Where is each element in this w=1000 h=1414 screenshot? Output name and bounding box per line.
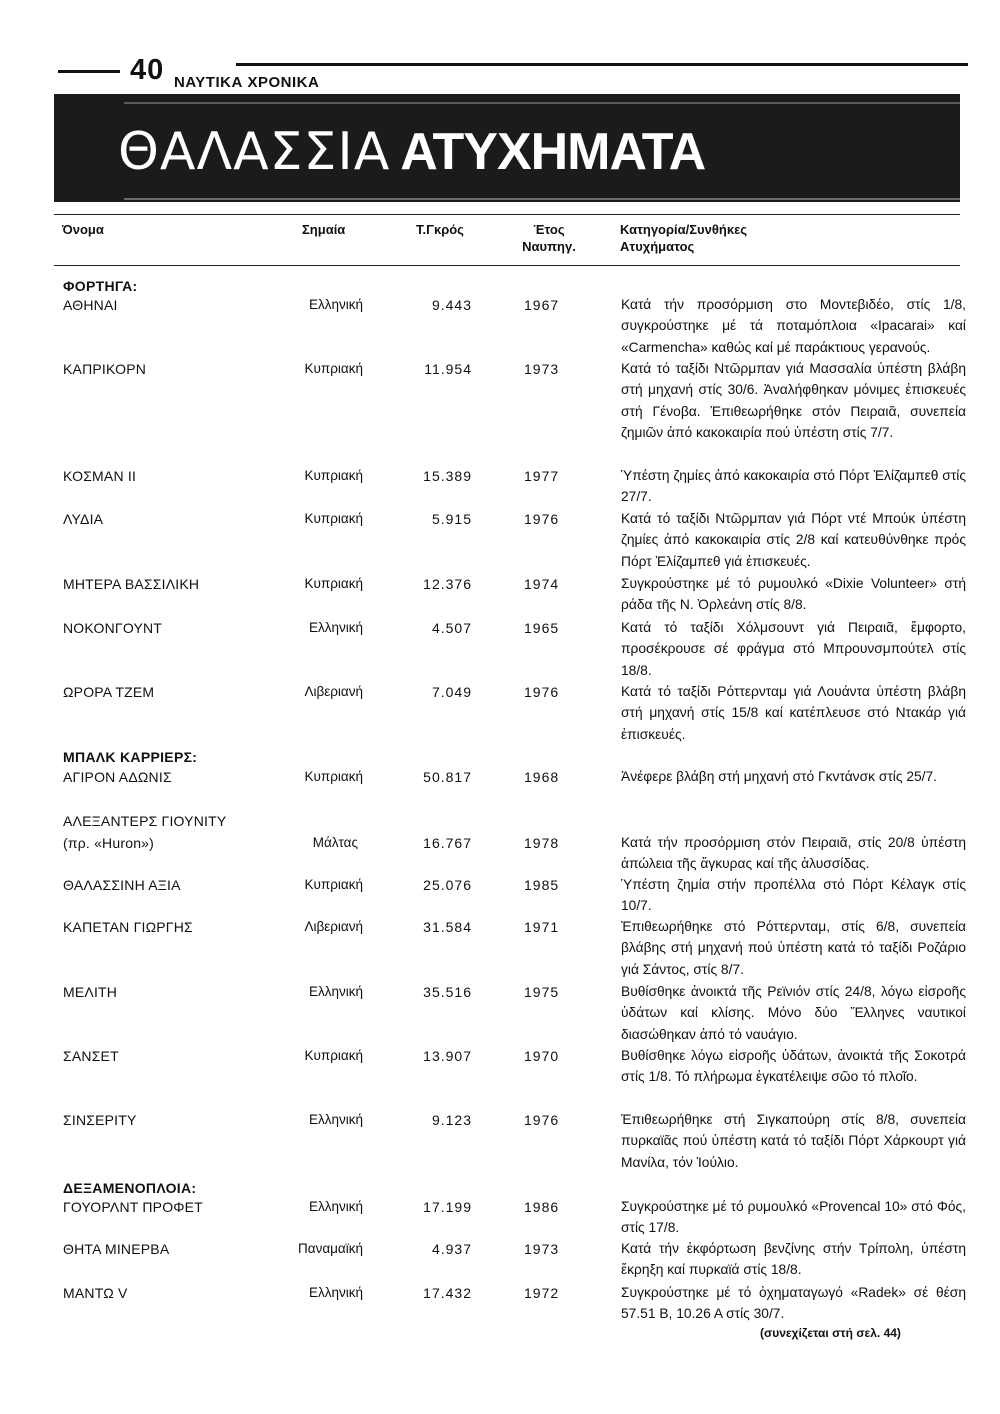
ship-year: 1967 xyxy=(524,297,560,313)
accident-description: Ὑπέστη ζημία στήν προπέλλα στό Πόρτ Κέλαγκ στίς 10/7. xyxy=(621,877,966,914)
ship-grt: 31.584 xyxy=(423,919,472,935)
ship-flag: Ελληνική xyxy=(308,1285,363,1300)
ship-name: ΚΑΠΡΙΚΟΡΝ xyxy=(63,361,147,377)
ship-flag: Παναμαϊκή xyxy=(298,1241,363,1256)
accident-description: Κατά τό ταξίδι Ρόττερνταμ γιά Λουάντα ὑπέστη βλάβη στή μηχανή στίς 15/8 καί κατέπλευσε στό Ντακάρ γιά ἐπισκευές. xyxy=(621,684,966,742)
ship-name: ΜΑΝΤΩ V xyxy=(63,1285,128,1301)
ship-name: ΛΥΔΙΑ xyxy=(63,511,104,527)
accident-description: Συγκρούστηκε μέ τό ὀχηματαγωγό «Radek» σέ θέση 57.51 Β, 10.26 Α στίς 30/7. xyxy=(621,1285,966,1322)
ship-flag: Ελληνική xyxy=(308,1112,363,1127)
ship-flag: Κυπριακή xyxy=(304,511,363,526)
ship-grt: 11.954 xyxy=(424,361,472,377)
ship-year: 1976 xyxy=(524,1112,560,1128)
section-title-bulk-carriers: ΜΠΑΛΚ ΚΑΡΡΙΕΡΣ: xyxy=(63,749,198,765)
ship-year: 1971 xyxy=(524,919,560,935)
ship-flag: Ελληνική xyxy=(308,984,363,999)
ship-flag: Κυπριακή xyxy=(304,877,363,892)
ship-flag: Λιβεριανή xyxy=(304,919,363,934)
ship-name-line2: (πρ. «Huron») xyxy=(63,835,155,851)
banner-title-light: ΘΑΛΑΣΣΙΑ xyxy=(118,122,391,182)
accident-description: Βυθίσθηκε ἀνοικτά τῆς Ρεϊνιόν στίς 24/8, λόγω εἰσροῆς ὑδάτων καί κλίσης. Μόνο δύο Ἕλληνες ναυτικοί διασώθηκαν ἀπό τό ναυάγιο. xyxy=(621,984,966,1042)
accident-description: Κατά τό ταξίδι Ντῶρμπαν γιά Μασσαλία ὑπέστη βλάβη στή μηχανή στίς 30/6. Ἀναλήφθηκαν μόνιμες ἐπισκευές στή Γένοβα. Ἐπιθεωρήθηκε στόν Πειραιᾶ, συνεπεία ζημιῶν ἀπό κακοκαιρία πού ὑπέστη στίς 7/7. xyxy=(621,361,966,440)
ship-grt: 16.767 xyxy=(423,835,472,851)
ship-year: 1972 xyxy=(524,1285,560,1301)
ship-grt: 25.076 xyxy=(423,877,472,893)
col-header-year-line2: Ναυπηγ. xyxy=(522,239,576,254)
ship-flag: Κυπριακή xyxy=(304,576,363,591)
ship-grt: 4.507 xyxy=(431,620,472,636)
ship-grt: 5.915 xyxy=(431,511,472,527)
ship-name: ΘΑΛΑΣΣΙΝΗ ΑΞΙΑ xyxy=(63,877,181,893)
ship-grt: 17.199 xyxy=(423,1199,472,1215)
ship-flag: Ελληνική xyxy=(308,1199,363,1214)
accident-description: Συγκρούστηκε μέ τό ρυμουλκό «Dixie Volunteer» στή ράδα τῆς Ν. Ὀρλεάνη στίς 8/8. xyxy=(621,576,966,613)
ship-year: 1970 xyxy=(524,1048,560,1064)
ship-year: 1973 xyxy=(524,361,560,377)
ship-year: 1977 xyxy=(524,468,560,484)
accident-description: Κατά τό ταξίδι Χόλμσουντ γιά Πειραιᾶ, ἔμφορτο, προσέκρουσε σέ φράγμα στό Μπρουνσμπούτελ στίς 18/8. xyxy=(621,620,966,678)
ship-grt: 9.443 xyxy=(431,297,472,313)
magazine-name: ΝΑΥΤΙΚΑ ΧΡΟΝΙΚΑ xyxy=(174,74,320,91)
accident-description: Κατά τήν προσόρμιση στο Μοντεβιδέο, στίς 1/8, συγκρούστηκε μέ τά ποταμόπλοια «Ipacarai» καί «Carmencha» καθώς καί μέ παράκτιους γερανούς. xyxy=(621,297,966,355)
ship-flag: Λιβεριανή xyxy=(304,684,363,699)
ship-name: ΓΟΥΟΡΛΝΤ ΠΡΟΦΕΤ xyxy=(63,1199,203,1215)
col-header-category-line1: Κατηγορία/Συνθήκες xyxy=(620,222,747,237)
ship-year: 1985 xyxy=(524,877,560,893)
ship-name-line1: ΑΛΕΞΑΝΤΕΡΣ ΓΙΟΥΝΙΤΥ xyxy=(63,813,227,829)
ship-name: ΣΑΝΣΕΤ xyxy=(63,1048,119,1064)
accident-description: Ἐπιθεωρήθηκε στή Σιγκαπούρη στίς 8/8, συνεπεία πυρκαϊᾶς πού ὑπέστη κατά τό ταξίδι Πόρτ Χάρκουρτ γιά Μανίλα, τόν Ἰούλιο. xyxy=(621,1112,966,1170)
accident-description: Συγκρούστηκε μέ τό ρυμουλκό «Provencal 10» στό Φός, στίς 17/8. xyxy=(621,1199,966,1236)
col-header-name: Όνομα xyxy=(62,222,104,237)
ship-name: ΜΗΤΕΡΑ ΒΑΣΣΙΛΙΚΗ xyxy=(63,576,200,592)
accident-description: Ὑπέστη ζημίες ἀπό κακοκαιρία στό Πόρτ Ἐλίζαμπεθ στίς 27/7. xyxy=(621,468,966,505)
col-header-category-line2: Ατυχήματος xyxy=(620,239,695,254)
banner-title-bold: ΑΤΥΧΗΜΑΤΑ xyxy=(400,123,706,181)
ship-flag: Κυπριακή xyxy=(304,1048,363,1063)
ship-flag: Κυπριακή xyxy=(304,468,363,483)
ship-grt: 9.123 xyxy=(431,1112,472,1128)
ship-grt: 4.937 xyxy=(431,1241,472,1257)
accident-description: Κατά τήν προσόρμιση στόν Πειραιᾶ, στίς 20/8 ὑπέστη ἀπώλεια τῆς ἄγκυρας καί τῆς ἁλυσσίδας. xyxy=(621,835,966,872)
continued-note: (συνεχίζεται στή σελ. 44) xyxy=(760,1326,901,1340)
accident-description: Κατά τό ταξίδι Ντῶρμπαν γιά Πόρτ ντέ Μπούκ ὑπέστη ζημίες ἀπό κακοκαιρία στίς 2/8 καί κατευθύνθηκε πρός Πόρτ Ἐλίζαμπεθ γιά ἐπισκευές. xyxy=(621,511,966,569)
ship-name: ΣΙΝΣΕΡΙΤΥ xyxy=(63,1112,137,1128)
ship-flag: Μάλτας xyxy=(312,835,358,850)
accident-description: Βυθίσθηκε λόγω εἰσροῆς ὑδάτων, ἀνοικτά τῆς Σοκοτρά στίς 1/8. Τό πλήρωμα ἐγκατέλειψε σῶο τό πλοῖο. xyxy=(621,1048,966,1085)
ship-grt: 13.907 xyxy=(423,1048,472,1064)
section-title-cargo: ΦΟΡΤΗΓΑ: xyxy=(63,278,138,294)
ship-grt: 12.376 xyxy=(423,576,472,592)
ship-year: 1975 xyxy=(524,984,560,1000)
ship-flag: Κυπριακή xyxy=(304,769,363,784)
col-header-grt: Τ.Γκρός xyxy=(416,222,464,237)
ship-year: 1965 xyxy=(524,620,560,636)
ship-year: 1986 xyxy=(524,1199,560,1215)
ship-grt: 17.432 xyxy=(423,1285,472,1301)
ship-name: ΘΗΤΑ ΜΙΝΕΡΒΑ xyxy=(63,1241,170,1257)
ship-name: ΑΓΙΡΟΝ ΑΔΩΝΙΣ xyxy=(63,769,172,785)
accident-description: Κατά τήν ἐκφόρτωση βενζίνης στήν Τρίπολη, ὑπέστη ἔκρηξη καί πυρκαϊά στίς 18/8. xyxy=(621,1241,966,1278)
ship-year: 1973 xyxy=(524,1241,560,1257)
page-number: 40 xyxy=(130,54,165,86)
ship-name: ΝΟΚΟΝΓΟΥΝΤ xyxy=(63,620,163,636)
ship-year: 1968 xyxy=(524,769,560,785)
ship-year: 1978 xyxy=(524,835,560,851)
ship-flag: Κυπριακή xyxy=(304,361,363,376)
ship-flag: Ελληνική xyxy=(308,297,363,312)
col-header-year-line1: Έτος xyxy=(533,222,565,237)
col-header-flag: Σημαία xyxy=(302,222,346,237)
ship-grt: 7.049 xyxy=(431,684,472,700)
ship-year: 1976 xyxy=(524,684,560,700)
accident-description: Ἀνέφερε βλάβη στή μηχανή στό Γκντάνσκ στίς 25/7. xyxy=(621,769,938,784)
ship-grt: 15.389 xyxy=(423,468,472,484)
ship-name: ΚΑΠΕΤΑΝ ΓΙΩΡΓΗΣ xyxy=(63,919,193,935)
ship-name: ΚΟΣΜΑΝ II xyxy=(63,468,137,484)
ship-grt: 50.817 xyxy=(423,769,472,785)
ship-year: 1976 xyxy=(524,511,560,527)
ship-year: 1974 xyxy=(524,576,560,592)
ship-grt: 35.516 xyxy=(423,984,472,1000)
ship-name: ΩΡΟΡΑ ΤΖΕΜ xyxy=(63,684,155,700)
section-title-tankers: ΔΕΞΑΜΕΝΟΠΛΟΙΑ: xyxy=(63,1180,197,1196)
ship-name: ΑΘΗΝΑΙ xyxy=(63,297,118,313)
accident-description: Ἐπιθεωρήθηκε στό Ρόττερνταμ, στίς 6/8, συνεπεία βλάβης στή μηχανή πού ὑπέστη κατά τό ταξίδι Ροζάριο γιά Σάντος, στίς 8/7. xyxy=(621,919,966,977)
ship-name xyxy=(63,810,226,854)
ship-flag: Ελληνική xyxy=(308,620,363,635)
ship-name: ΜΕΛΙΤΗ xyxy=(63,984,118,1000)
